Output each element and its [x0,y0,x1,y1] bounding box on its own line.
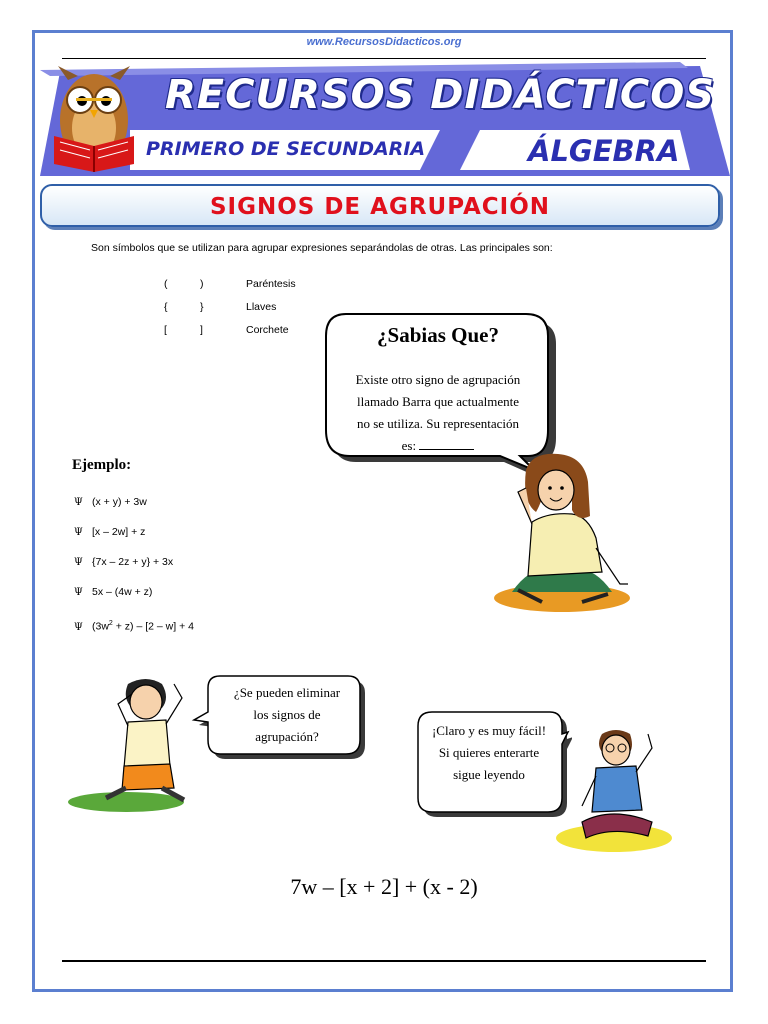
sabias-line: es: [401,438,417,453]
example-text: {7x – 2z + y} + 3x [92,556,174,568]
question-line: ¿Se pueden eliminar [233,685,341,700]
girl-illustration [492,452,644,623]
site-url[interactable]: www.RecursosDidacticos.org [306,36,462,48]
example-heading: Ejemplo: [72,457,132,473]
example-text: (3w [92,620,109,633]
question-line: los signos de [253,707,321,722]
banner-title: RECURSOS DIDÁCTICOS [165,72,716,118]
question-line: agrupación? [255,729,319,744]
page-title: SIGNOS DE AGRUPACIÓN [209,194,551,220]
symbol-open: { [164,301,168,313]
bullet-icon: Ψ [74,557,83,568]
bullet-icon: Ψ [74,527,83,538]
sabias-line: llamado Barra que actualmente [356,394,520,409]
example-text: [x – 2w] + z [92,526,146,538]
bottom-rule [62,960,706,962]
answer-line: sigue leyendo [453,767,525,782]
symbol-open: [ [164,324,167,336]
symbol-name: Corchete [246,324,289,336]
owl-reading-icon [48,62,140,179]
banner-subject: ÁLGEBRA [528,134,680,168]
intro-text: Son símbolos que se utilizan para agrupar expresiones separándolas de otras. Las principales son: [91,242,553,254]
symbol-name: Llaves [246,301,277,313]
example-item [74,526,145,538]
symbol-close: ) [200,278,204,290]
exponent: 2 [108,620,113,627]
example-item [74,620,194,633]
symbol-open: ( [164,278,168,290]
final-expression: 7w – [x + 2] + (x - 2) [290,874,478,899]
bullet-icon: Ψ [74,621,83,633]
sabias-title: ¿Sabias Que? [377,323,499,347]
symbol-name: Paréntesis [246,278,296,290]
boy-sitting-illustration [552,726,676,863]
symbol-close: ] [200,324,203,336]
bullet-icon: Ψ [74,587,83,598]
answer-line: Si quieres enterarte [438,745,540,760]
sabias-text [334,369,542,457]
boy-kneeling-illustration [66,668,198,819]
symbol-close: } [200,301,204,313]
top-rule [62,58,706,59]
example-text: (x + y) + 3w [92,496,147,508]
example-item [74,496,147,508]
example-text: + z) – [2 – w] + 4 [112,620,194,633]
answer-text [416,720,562,786]
answer-line: ¡Claro y es muy fácil! [431,723,547,738]
page-title-box [40,184,720,227]
bullet-icon: Ψ [74,497,83,508]
example-item [74,556,173,568]
banner-grade: PRIMERO DE SECUNDARIA [146,138,426,160]
sabias-line: no se utiliza. Su representación [356,416,520,431]
blank-line [419,439,474,450]
sabias-line: Existe otro signo de agrupación [355,372,521,387]
example-item [74,586,152,598]
question-text [212,682,362,748]
example-text: 5x – (4w + z) [92,586,153,598]
